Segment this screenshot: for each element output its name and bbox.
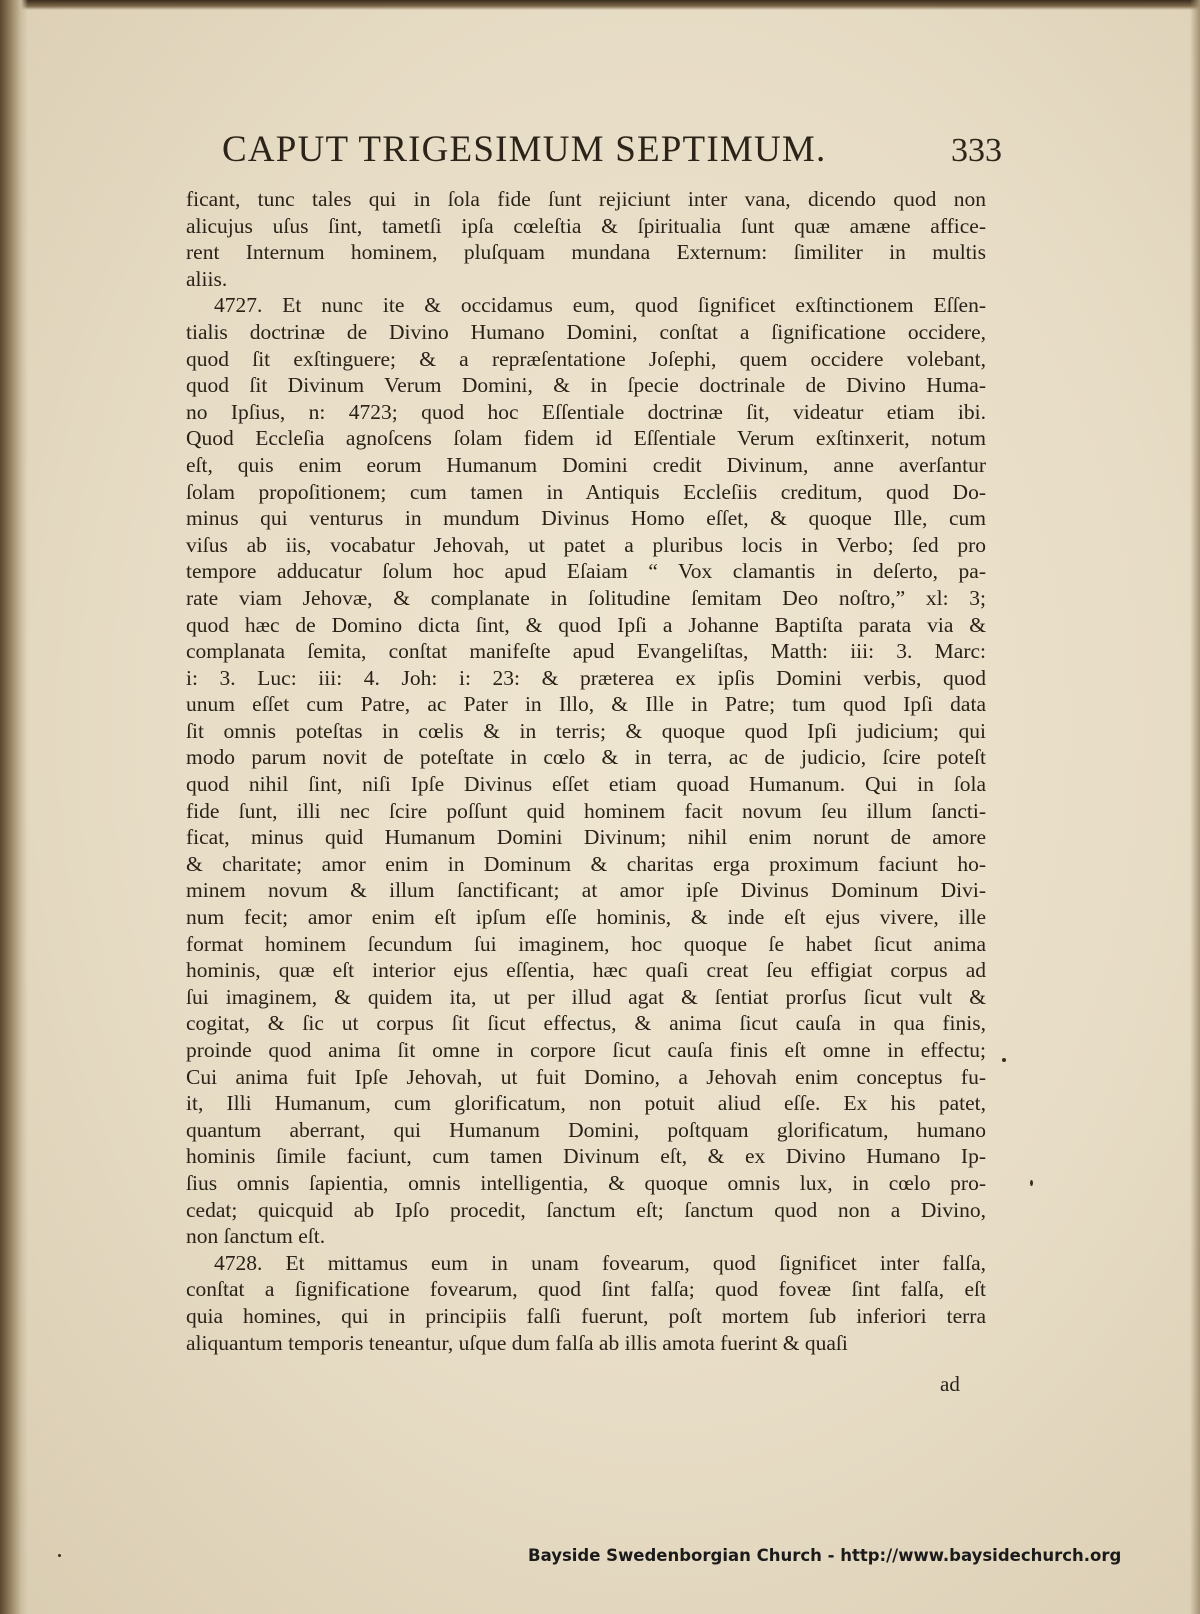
text-line: quod nihil ſint, niſi Ipſe Divinus eſſet etiam quoad Humanum. Qui in ſola (186, 772, 986, 797)
text-line: Cui anima fuit Ipſe Jehovah, ut fuit Domino, a Jehovah enim conceptus fu- (186, 1064, 986, 1089)
text-line: quod ſit exſtinguere; & a repræſentatione Joſephi, quem occidere volebant, (186, 346, 986, 371)
text-line: quod ſit Divinum Verum Domini, & in ſpecie doctrinale de Divino Huma- (186, 373, 986, 398)
text-line: no Ipſius, n: 4723; quod hoc Eſſentiale doctrinæ ſit, videatur etiam ibi. (186, 399, 986, 424)
text-line: tialis doctrinæ de Divino Humano Domini, conſtat a ſignificatione occidere, (186, 319, 986, 344)
text-line: fide ſunt, illi nec ſcire poſſunt quid hominem facit novum ſeu illum ſancti- (186, 798, 986, 823)
text-line: ficat, minus quid Humanum Domini Divinum; nihil enim norunt de amore (186, 825, 986, 850)
text-line: tempore adducatur ſolum hoc apud Eſaiam “ Vox clamantis in deſerto, pa- (186, 559, 986, 584)
text-line: minus qui venturus in mundum Divinus Homo eſſet, & quoque Ille, cum (186, 506, 986, 531)
page-number: 333 (951, 132, 1002, 169)
footer-credit: Bayside Swedenborgian Church - http://www.baysidechurch.org (528, 1546, 1122, 1565)
text-line: rate viam Jehovæ, & complanate in ſolitudine ſemitam Deo noſtro,” xl: 3; (186, 585, 986, 610)
text-line: hominis ſimile faciunt, cum tamen Divinum eſt, & ex Divino Humano Ip- (186, 1144, 986, 1169)
text-line: i: 3. Luc: iii: 4. Joh: i: 23: & præterea ex ipſis Domini verbis, quod (186, 665, 986, 690)
text-line: it, Illi Humanum, cum glorificatum, non potuit aliud eſſe. Ex his patet, (186, 1091, 986, 1116)
text-line: proinde quod anima ſit omne in corpore ſicut cauſa finis eſt omne in effectu; (186, 1038, 986, 1062)
text-line: ſui imaginem, & quidem ita, ut per illud agat & ſentiat prorſus ſicut vult & (186, 984, 986, 1009)
text-line: format hominem ſecundum ſui imaginem, hoc quoque ſe habet ſicut anima (186, 931, 986, 956)
text-line: ſit omnis poteſtas in cœlis & in terris; & quoque quod Ipſi judicium; qui (186, 718, 986, 743)
text-line: non ſanctum eſt. (186, 1224, 326, 1249)
text-line: 4727. Et nunc ite & occidamus eum, quod ſignificet exſtinctionem Eſſen- (214, 293, 986, 318)
ink-speck (58, 1554, 61, 1557)
text-line: minem novum & illum ſanctificant; at amor ipſe Divinus Dominum Divi- (186, 878, 986, 903)
text-line: quantum aberrant, qui Humanum Domini, poſtquam glorificatum, humano (186, 1117, 986, 1142)
book-spine-shadow (0, 0, 28, 1614)
text-line: aliis. (186, 266, 228, 291)
text-line: rent Internum hominem, pluſquam mundana Externum: ſimiliter in multis (186, 240, 986, 265)
text-line: eſt, quis enim eorum Humanum Domini credit Divinum, anne averſantur (186, 452, 986, 477)
text-line: ſius omnis ſapientia, omnis intelligentia, & quoque omnis lux, in cœlo pro- (186, 1170, 986, 1195)
text-line: Quod Eccleſia agnoſcens ſolam fidem id Eſſentiale Verum exſtinxerit, notum (186, 426, 986, 451)
text-line: ſolam propoſitionem; cum tamen in Antiquis Eccleſiis creditum, quod Do- (186, 479, 986, 504)
text-line: modo parum novit de poteſtate in cœlo & in terra, ac de judicio, ſcire poteſt (186, 745, 986, 770)
catchword: ad (940, 1372, 960, 1396)
text-line: unum eſſet cum Patre, ac Pater in Illo, & Ille in Patre; tum quod Ipſi data (186, 692, 986, 717)
running-head: CAPUT TRIGESIMUM SEPTIMUM. (222, 129, 827, 170)
text-line: quod hæc de Domino dicta ſint, & quod Ipſi a Johanne Baptiſta parata via & (186, 612, 986, 637)
text-line: ficant, tunc tales qui in ſola fide ſunt rejiciunt inter vana, dicendo quod non (186, 187, 986, 211)
ink-speck (1002, 1058, 1006, 1062)
text-line: hominis, quæ eſt interior ejus eſſentia, hæc quaſi creat ſeu effigiat corpus ad (186, 958, 986, 983)
text-line: cogitat, & ſic ut corpus ſit ſicut effectus, & anima ſicut cauſa in qua finis, (186, 1011, 986, 1036)
page-right-edge (1190, 0, 1200, 1614)
text-line: & charitate; amor enim in Dominum & charitas erga proximum faciunt ho- (186, 851, 986, 876)
page-header (222, 128, 1002, 184)
text-line: alicujus uſus ſint, tametſi ipſa cœleſtia & ſpiritualia ſunt quæ amæne affice- (186, 213, 986, 238)
text-line: num fecit; amor enim eſt ipſum eſſe hominis, & inde eſt ejus vivere, ille (186, 905, 986, 930)
text-line: quia homines, qui in principiis falſi fuerunt, poſt mortem ſub inferiori terra (186, 1303, 986, 1328)
text-line: conſtat a ſignificatione fovearum, quod ſint falſa; quod foveæ ſint falſa, eſt (186, 1277, 986, 1302)
text-line: 4728. Et mittamus eum in unam fovearum, quod ſignificet inter falſa, (214, 1250, 986, 1275)
text-line: complanata ſemita, conſtat manifeſte apud Evangeliſtas, Matth: iii: 3. Marc: (186, 639, 986, 664)
text-line: aliquantum temporis teneantur, uſque dum falſa ab illis amota fuerint & quaſi (186, 1330, 848, 1355)
text-line: cedat; quicquid ab Ipſo procedit, ſanctum eſt; ſanctum quod non a Divino, (186, 1197, 986, 1222)
text-line: viſus ab iis, vocabatur Jehovah, ut patet a pluribus locis in Verbo; ſed pro (186, 532, 986, 557)
ink-speck (1030, 1180, 1033, 1186)
body-text (186, 186, 986, 1356)
page-top-edge (0, 0, 1200, 10)
